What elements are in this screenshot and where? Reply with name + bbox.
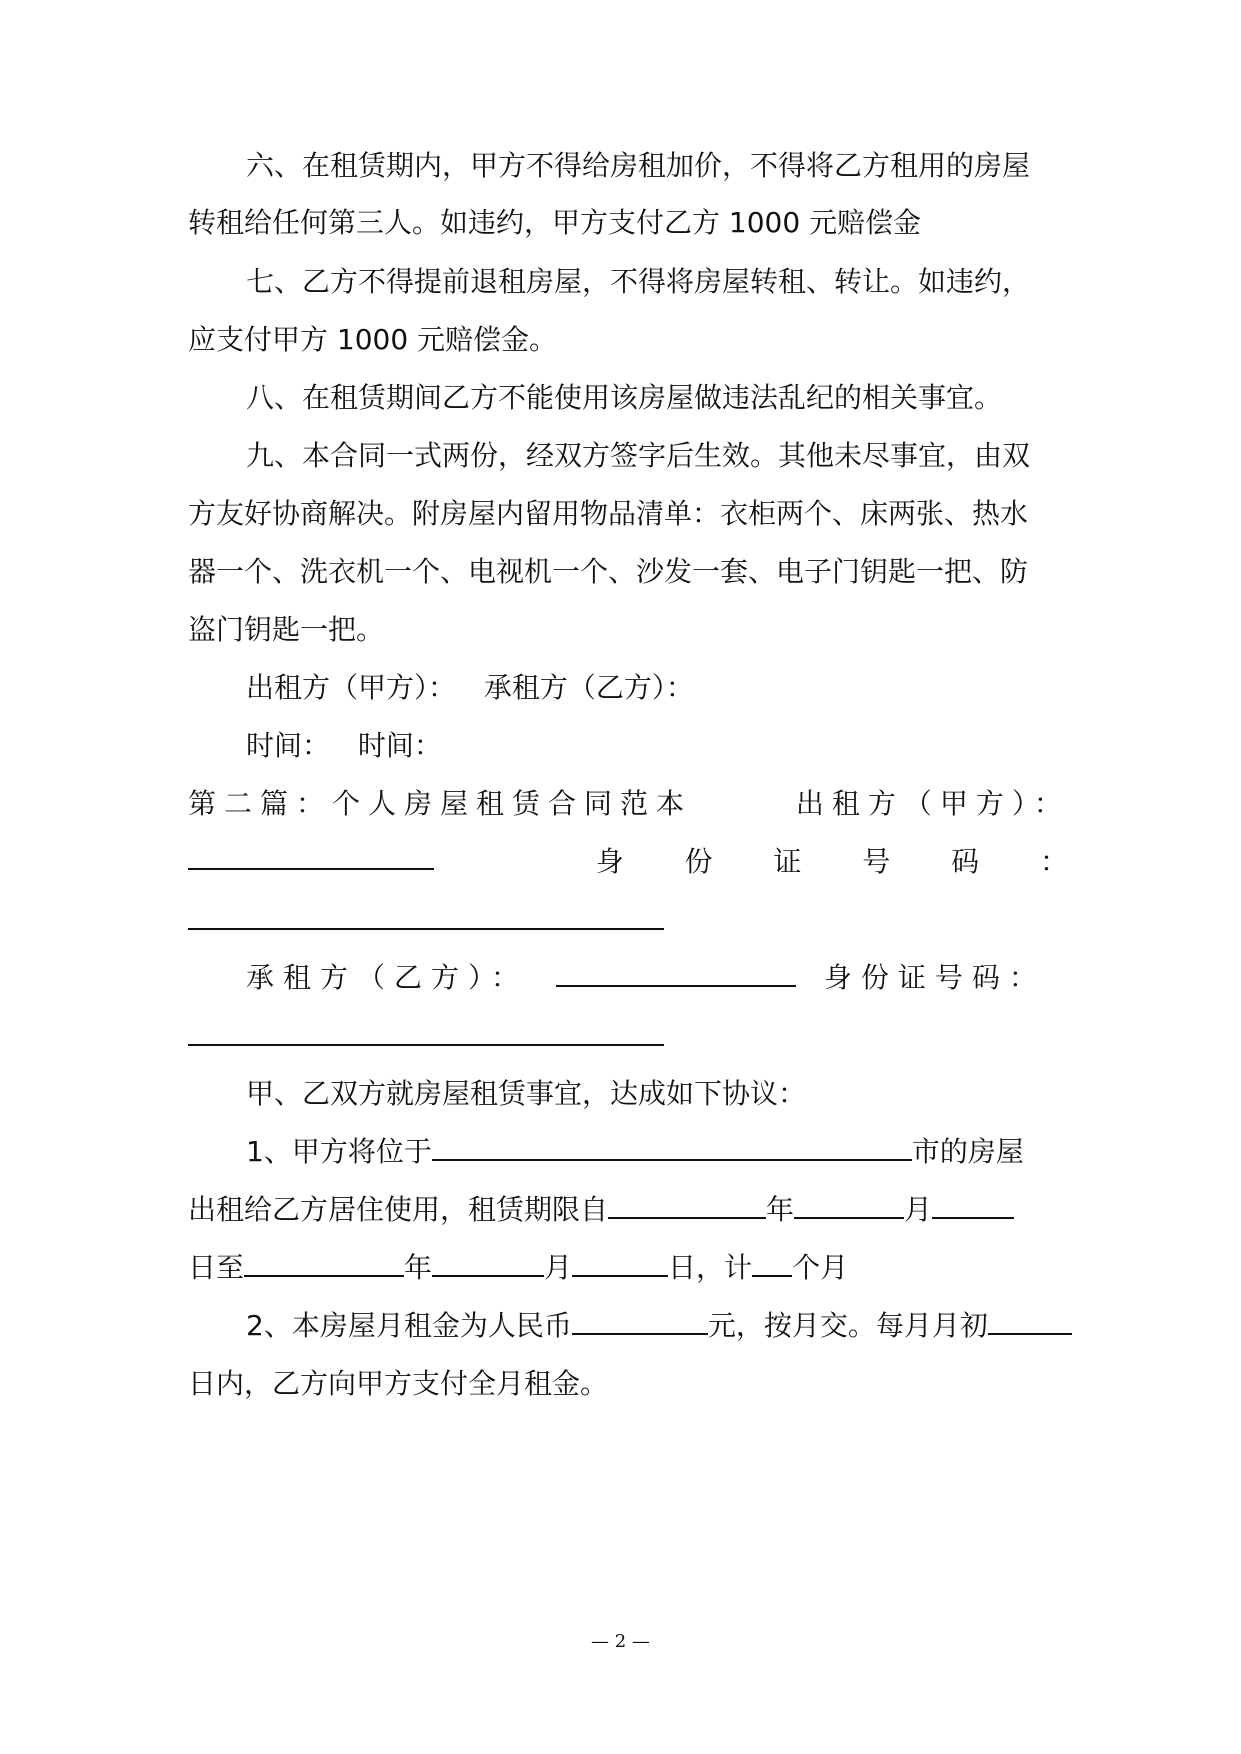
day2-label: 日，计 — [668, 1251, 753, 1284]
id-char-3: 证 — [773, 845, 802, 878]
lessee-label: 承租方（乙方）： — [246, 961, 529, 994]
lessee-id-label: 身份证号码： — [823, 961, 1046, 994]
article-9-line-2: 方友好协商解决。附房屋内留用物品清单：衣柜两个、床两张、热水 — [188, 497, 1029, 530]
id-char-1: 身 — [595, 845, 624, 878]
lessor-name-blank — [188, 842, 434, 870]
lessee-signature-label: 承租方（乙方）： — [483, 671, 694, 704]
lessee-time-label: 时间： — [357, 729, 442, 762]
article-8: 八、在租赁期间乙方不能使用该房屋做违法乱纪的相关事宜。 — [246, 381, 1003, 414]
signature-parties — [246, 668, 1068, 708]
lessee-name-blank — [556, 959, 796, 987]
monthly-rent-blank — [572, 1307, 708, 1335]
clause-1-line-1 — [246, 1132, 1068, 1172]
end-day-blank — [572, 1249, 668, 1277]
id-char-4: 号 — [862, 845, 891, 878]
article-7-line-1: 七、乙方不得提前退租房屋，不得将房屋转租、转让。如违约， — [246, 265, 1031, 298]
lessor-signature-label: 出租方（甲方）： — [246, 671, 457, 704]
lessor-id-line — [188, 842, 1068, 882]
agreement-intro: 甲、乙双方就房屋租赁事宜，达成如下协议： — [246, 1077, 807, 1110]
article-7-line-2: 应支付甲方 1000 元赔偿金。 — [188, 323, 558, 356]
start-year-blank — [608, 1191, 766, 1219]
article-9-line-3: 器一个、洗衣机一个、电视机一个、沙发一套、电子门钥匙一把、防 — [188, 555, 1029, 588]
article-9-line-4: 盗门钥匙一把。 — [188, 613, 385, 646]
months-label: 个月 — [792, 1251, 849, 1284]
lessee-line — [246, 958, 1068, 998]
clause-1-prefix: 1、甲方将位于 — [246, 1135, 432, 1168]
id-char-2: 份 — [684, 845, 713, 878]
lessor-time-label: 时间： — [246, 729, 331, 762]
clause-1-line-2 — [188, 1190, 1068, 1230]
page-number: — 2 — — [591, 1631, 650, 1652]
start-month-blank — [794, 1191, 904, 1219]
payment-day-blank — [988, 1307, 1072, 1335]
year-label: 年 — [766, 1193, 795, 1226]
start-day-blank — [932, 1191, 1014, 1219]
part-2-heading: 第二篇：个人房屋租赁合同范本 — [188, 787, 693, 820]
clause-1-line-3 — [188, 1248, 1068, 1288]
year2-label: 年 — [404, 1251, 433, 1284]
clause-2-suffix: 元，按月交。每月月初 — [707, 1309, 988, 1342]
clause-1-rent-to: 出租给乙方居住使用，租赁期限自 — [188, 1193, 609, 1226]
clause-1-city: 市的房屋 — [911, 1135, 1024, 1168]
lessor-id-number-blank — [188, 928, 664, 930]
article-6-line-1: 六、在租赁期内，甲方不得给房租加价，不得将乙方租用的房屋 — [246, 149, 1031, 182]
month-label: 月 — [904, 1193, 933, 1226]
part-2-heading-line — [188, 784, 1068, 824]
part-2-lessor-label: 出租方（甲方）： — [795, 787, 1070, 820]
end-month-blank — [432, 1249, 544, 1277]
clause-2-line-2: 日内，乙方向甲方支付全月租金。 — [188, 1367, 609, 1400]
day-to-label: 日至 — [188, 1251, 245, 1284]
property-location-blank — [432, 1133, 912, 1161]
clause-2-line-1 — [246, 1306, 1068, 1346]
lessee-id-number-blank — [188, 1044, 664, 1046]
id-char-6: ： — [1039, 845, 1068, 878]
end-year-blank — [244, 1249, 404, 1277]
article-6-line-2: 转租给任何第三人。如违约，甲方支付乙方 1000 元赔偿金 — [188, 206, 922, 239]
month2-label: 月 — [544, 1251, 573, 1284]
signature-times — [246, 726, 1068, 766]
months-count-blank — [752, 1249, 792, 1277]
clause-2-prefix: 2、本房屋月租金为人民币 — [246, 1309, 572, 1342]
article-9-line-1: 九、本合同一式两份，经双方签字后生效。其他未尽事宜，由双 — [246, 439, 1031, 472]
id-char-5: 码 — [951, 845, 980, 878]
